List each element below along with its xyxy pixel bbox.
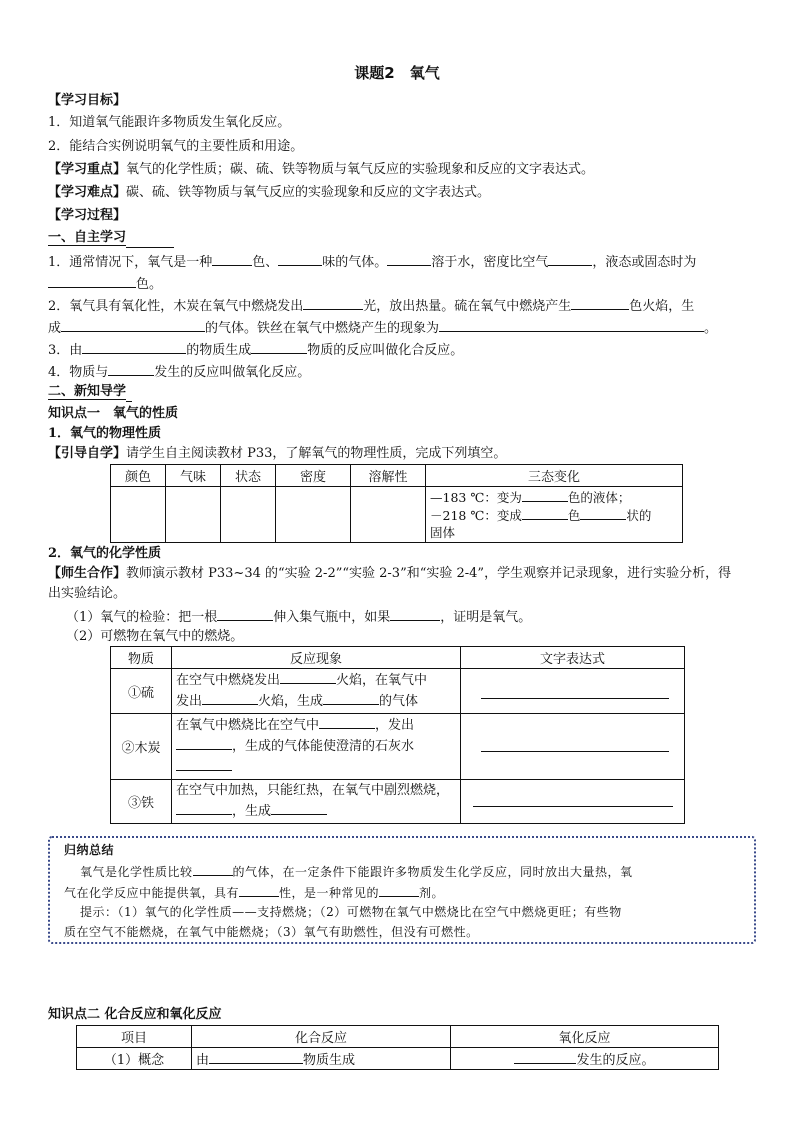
blank: [514, 1050, 576, 1064]
substance-iron: ③铁: [111, 780, 172, 824]
iron-line-2: [176, 801, 456, 822]
blank: [239, 883, 279, 897]
blank: [209, 1050, 303, 1064]
check-text-b: 伸入集气瓶中，如果: [273, 610, 391, 625]
blank: [319, 715, 375, 729]
new-study-header: [48, 383, 132, 402]
cell-empty: [166, 487, 221, 543]
kp1-sub1: 1．氧气的物理性质: [48, 426, 162, 441]
q2-text-e: 的气体。铁丝在氧气中燃烧产生的现象为: [205, 321, 440, 336]
sum-text-e: 剂。: [419, 886, 445, 900]
phase-text-d: 色: [567, 508, 581, 523]
s-text-d: 火焰，生成: [258, 694, 324, 709]
s-text-e: 的气体: [379, 694, 419, 709]
s-text-b: 火焰，在氧气中: [336, 673, 428, 688]
q3-text-c: 物质的反应叫做化合反应。: [307, 343, 464, 358]
q2-text-a: 2．氧气具有氧化性，木炭在氧气中燃烧发出: [48, 299, 304, 314]
comb-text-b: 物质生成: [303, 1053, 356, 1068]
summary-line-3: 提示：（1）氧气的化学性质——支持燃烧；（2）可燃物在氧气中燃烧比在空气中燃烧更旺；有些物: [80, 905, 622, 919]
col-expression: 文字表达式: [461, 647, 685, 669]
kp1-title: 知识点一 氧气的性质: [48, 406, 179, 421]
substance-sulfur: ①硫: [111, 669, 172, 714]
c-text-b: ，发出: [375, 718, 415, 733]
process-label: 【学习过程】: [48, 208, 127, 223]
blank: [522, 488, 568, 502]
q2-text-b: 光，放出热量。硫在氧气中燃烧产生: [363, 299, 572, 314]
self-study-header: [48, 229, 174, 248]
reaction-table: [76, 1025, 719, 1070]
blank: [571, 296, 629, 310]
sulfur-line-1: [176, 670, 456, 691]
goals-header: 【学习目标】: [48, 93, 127, 108]
substance-charcoal: ②木炭: [111, 714, 172, 780]
cell-empty: [111, 487, 166, 543]
cell-empty: [221, 487, 276, 543]
guide-line: [48, 445, 506, 463]
q3-text-a: 3．由: [48, 343, 83, 358]
q1-line2: [48, 274, 162, 294]
blank: [108, 362, 154, 376]
col-state: 状态: [221, 465, 276, 487]
q1-line1: [48, 252, 696, 272]
difficulty-line: [48, 184, 490, 202]
blank: [48, 274, 136, 288]
blank: [390, 607, 440, 621]
col-odor: 气味: [166, 465, 221, 487]
sulfur-phenomenon: [172, 669, 461, 714]
phase-text-b: 色的液体；: [567, 490, 631, 505]
col-solubility: 溶解性: [351, 465, 426, 487]
col-combination: 化合反应: [192, 1026, 451, 1048]
col-density: 密度: [276, 465, 351, 487]
summary-line-1: [80, 862, 633, 880]
blank: [379, 883, 419, 897]
q1-text-a: 1．通常情况下，氧气是一种: [48, 255, 213, 270]
col-color: 颜色: [111, 465, 166, 487]
blank: [251, 340, 307, 354]
summary-line-4: 质在空气不能燃烧，在氧气中能燃烧；（3）氧气有助燃性，但没有可燃性。: [64, 925, 479, 939]
blank: [217, 607, 273, 621]
sulfur-expression: [461, 669, 685, 714]
difficulty-text: 碳、硫、铁等物质与氧气反应的实验现象和反应的文字表达式。: [126, 185, 491, 200]
phase-line-3: 固体: [430, 525, 456, 540]
summary-box: [48, 836, 756, 944]
self-study-title: 一、自主学习: [48, 230, 127, 245]
blank: [212, 252, 252, 266]
blank: [278, 252, 322, 266]
guide-text: 请学生自主阅读教材 P33，了解氧气的物理性质，完成下列填空。: [126, 446, 507, 461]
q1-text-f: 色。: [136, 277, 163, 292]
goal-item-1: 1．知道氧气能跟许多物质发生氧化反应。: [48, 115, 291, 130]
coop-label: 【师生合作】: [48, 566, 127, 581]
kp2-title: 知识点二 化合反应和氧化反应: [48, 1007, 222, 1022]
blank: [473, 793, 673, 807]
q1-text-b: 色、: [252, 255, 279, 270]
phase-text-e: 状的: [626, 508, 652, 523]
guide-label: 【引导自学】: [48, 446, 127, 461]
col-oxidation: 氧化反应: [451, 1026, 719, 1048]
combination-concept: [192, 1048, 451, 1070]
q1-text-e: ，液态或固态时为: [592, 255, 697, 270]
comb-text-a: 由: [196, 1053, 210, 1068]
iron-expression: [461, 780, 685, 824]
col-phenomenon: 反应现象: [172, 647, 461, 669]
c-text-a: 在氧气中燃烧比在空气中: [176, 718, 320, 733]
check-line: [66, 607, 531, 627]
summary-line-2: [64, 883, 444, 901]
s-text-a: 在空气中燃烧发出: [176, 673, 281, 688]
q2-text-f: 。: [704, 321, 718, 336]
q3-line: [48, 340, 463, 360]
col-phase-change: 三态变化: [426, 465, 683, 487]
blank: [303, 296, 363, 310]
phase-line-2: [430, 506, 678, 524]
blank: [387, 252, 431, 266]
charcoal-line-2: [176, 736, 456, 757]
combustion-table: [110, 646, 685, 824]
cell-empty: [351, 487, 426, 543]
blank: [522, 506, 568, 520]
iron-phenomenon: [172, 780, 461, 824]
q2-line2: [48, 318, 717, 338]
blank: [202, 691, 258, 705]
blank: [548, 252, 592, 266]
q3-text-b: 的物质生成: [186, 343, 252, 358]
blank: [176, 736, 232, 750]
col-substance: 物质: [111, 647, 172, 669]
fe-text-b: ，生成: [232, 804, 272, 819]
blank: [82, 340, 186, 354]
q2-line1: [48, 296, 694, 316]
blank: [280, 670, 336, 684]
coop-line1: [48, 565, 731, 583]
charcoal-line-3: [176, 757, 456, 778]
check-text-c: ，证明是氧气。: [440, 610, 532, 625]
blank: [481, 685, 669, 699]
phase-text-c: －218 ℃：变成: [430, 508, 522, 523]
blank: [193, 862, 233, 876]
q4-text-b: 发生的反应叫做氧化反应。: [154, 365, 311, 380]
col-item: 项目: [77, 1026, 192, 1048]
cell-empty: [276, 487, 351, 543]
blank: [580, 506, 626, 520]
new-study-title: 二、新知导学: [48, 384, 127, 399]
sum-text-d: 性，是一种常见的: [279, 886, 380, 900]
q1-text-c: 味的气体。: [322, 255, 388, 270]
row-concept-label: （1）概念: [77, 1048, 192, 1070]
q1-text-d: 溶于水，密度比空气: [431, 255, 549, 270]
phase-line-1: [430, 488, 678, 506]
s-text-c: 发出: [176, 694, 203, 709]
burn-line: （2）可燃物在氧气中的燃烧。: [66, 629, 244, 644]
phase-change-cell: [426, 487, 683, 543]
kp1-sub2: 2．氧气的化学性质: [48, 546, 162, 561]
q2-text-d: 成: [48, 321, 62, 336]
blank: [176, 757, 232, 771]
focus-line: [48, 161, 594, 179]
sum-text-a: 氧气是化学性质比较: [80, 865, 193, 879]
blank: [323, 691, 379, 705]
sum-text-b: 的气体，在一定条件下能跟许多物质发生化学反应，同时放出大量热，氧: [232, 865, 633, 879]
phase-text-a: —183 ℃：变为: [430, 490, 522, 505]
iron-line-1: 在空气中加热，只能红热，在氧气中剧烈燃烧，: [176, 783, 450, 798]
blank: [176, 801, 232, 815]
q2-text-c: 色火焰，生: [629, 299, 695, 314]
check-text-a: （1）氧气的检验：把一根: [66, 610, 218, 625]
coop-line2: 出实验结论。: [48, 586, 127, 601]
q4-line: [48, 362, 310, 382]
c-text-c: ，生成的气体能使澄清的石灰水: [232, 739, 415, 754]
q4-text-a: 4．物质与: [48, 365, 109, 380]
blank: [481, 738, 669, 752]
sulfur-line-2: [176, 691, 456, 712]
page-title: 课题2 氧气: [354, 64, 440, 82]
ox-text-b: 发生的反应。: [576, 1053, 655, 1068]
focus-label: 【学习重点】: [48, 162, 127, 177]
sum-text-c: 气在化学反应中能提供氧，具有: [64, 886, 240, 900]
focus-text: 氧气的化学性质；碳、硫、铁等物质与氧气反应的实验现象和反应的文字表达式。: [126, 162, 595, 177]
blank: [439, 318, 704, 332]
oxidation-concept: [451, 1048, 719, 1070]
physical-properties-table: [110, 464, 683, 543]
charcoal-expression: [461, 714, 685, 780]
charcoal-line-1: [176, 715, 456, 736]
difficulty-label: 【学习难点】: [48, 185, 127, 200]
blank: [271, 801, 327, 815]
charcoal-phenomenon: [172, 714, 461, 780]
goal-item-2: 2．能结合实例说明氧气的主要性质和用途。: [48, 139, 304, 154]
coop-text1: 教师演示教材 P33~34 的“实验 2-2”“实验 2-3”和“实验 2-4”，学生观察并记录现象，进行实验分析，得: [126, 566, 732, 581]
blank: [61, 318, 205, 332]
summary-title: 归纳总结: [64, 843, 115, 857]
